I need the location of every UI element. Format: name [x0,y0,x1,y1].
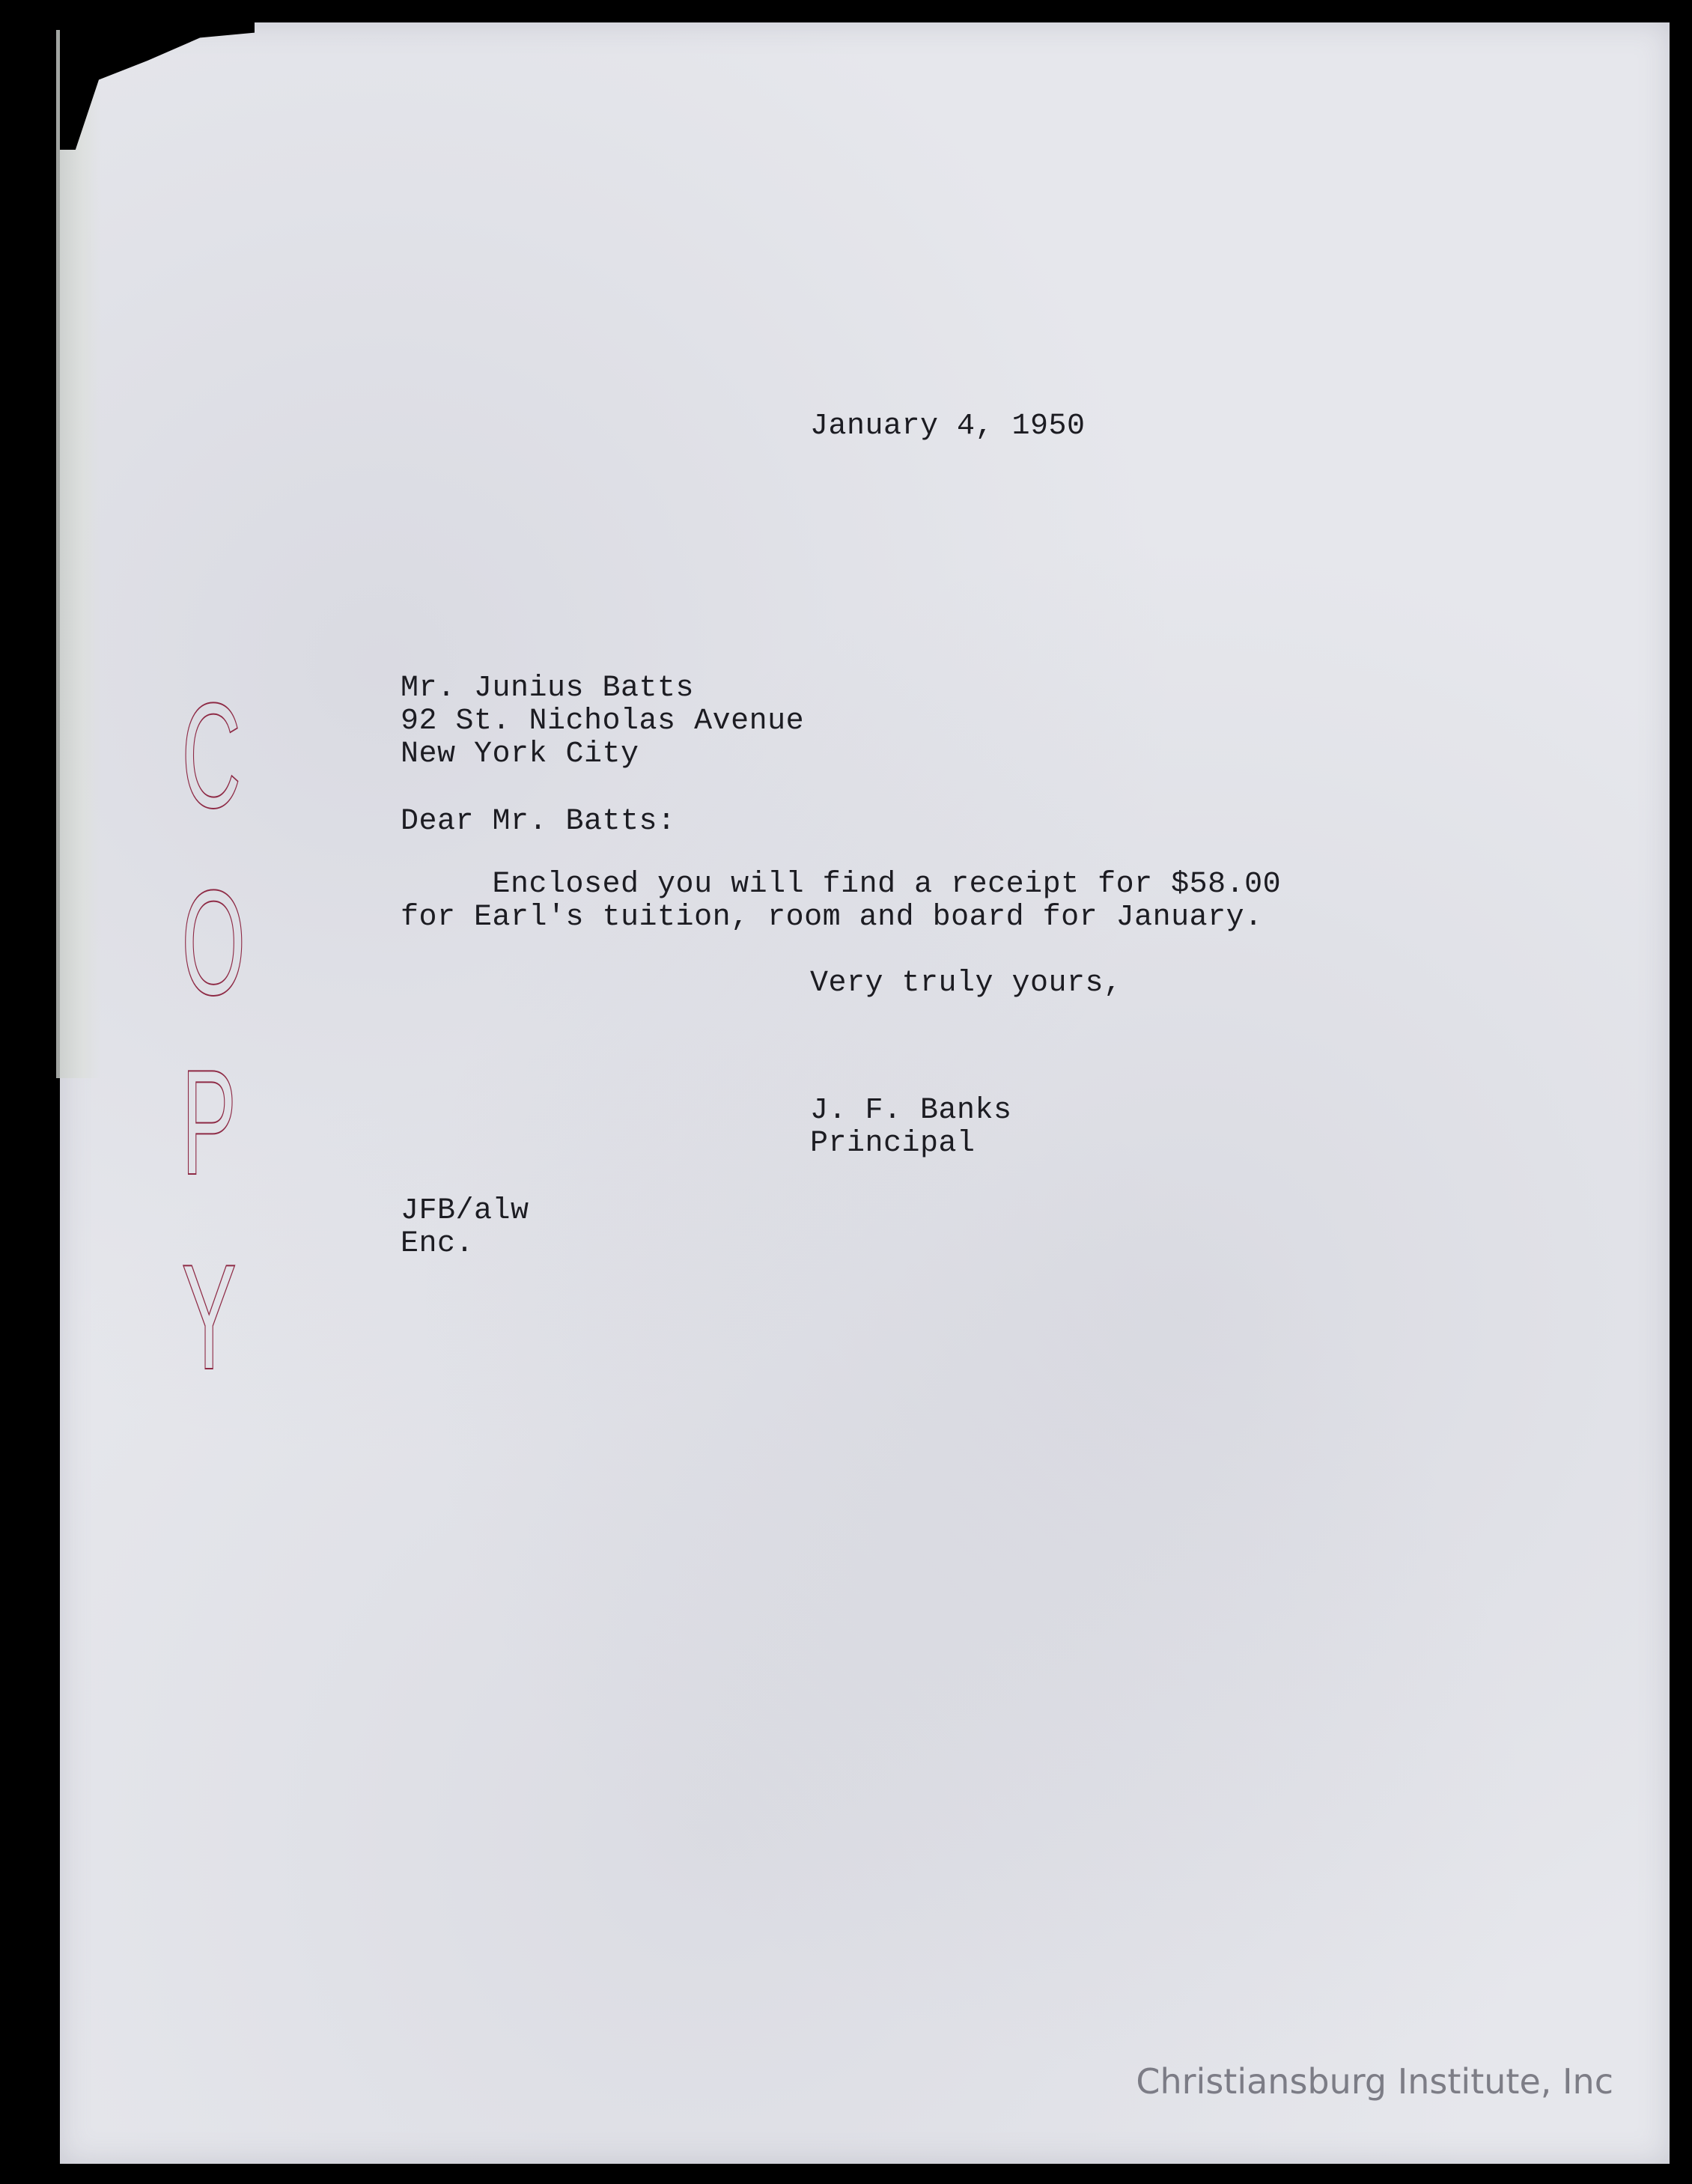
reference-initials: JFB/alw [401,1194,529,1228]
watermark-text: Christiansburg Institute, Inc [1136,2061,1613,2102]
recipient-street: 92 St. Nicholas Avenue [401,705,805,738]
closing: Very truly yours, [810,967,1122,1000]
copy-stamp-letter-p: P [181,1039,237,1206]
copy-stamp-letter-o: O [181,860,246,1026]
enclosure-note: Enc. [401,1227,475,1261]
copy-stamp-letter-c: C [181,672,241,839]
body-line-1: Enclosed you will find a receipt for $58.00 [401,868,1282,901]
copy-stamp-letter-y: Y [181,1234,237,1401]
recipient-city: New York City [401,737,639,771]
paper-fold-edge [56,30,101,1078]
signer-name: J. F. Banks [810,1094,1012,1128]
signer-title: Principal [810,1127,976,1161]
recipient-name: Mr. Junius Batts [401,672,695,705]
paper-sheet [60,22,1670,2164]
letter-date: January 4, 1950 [810,410,1086,443]
salutation: Dear Mr. Batts: [401,805,676,839]
body-line-2: for Earl's tuition, room and board for January. [401,901,1263,934]
